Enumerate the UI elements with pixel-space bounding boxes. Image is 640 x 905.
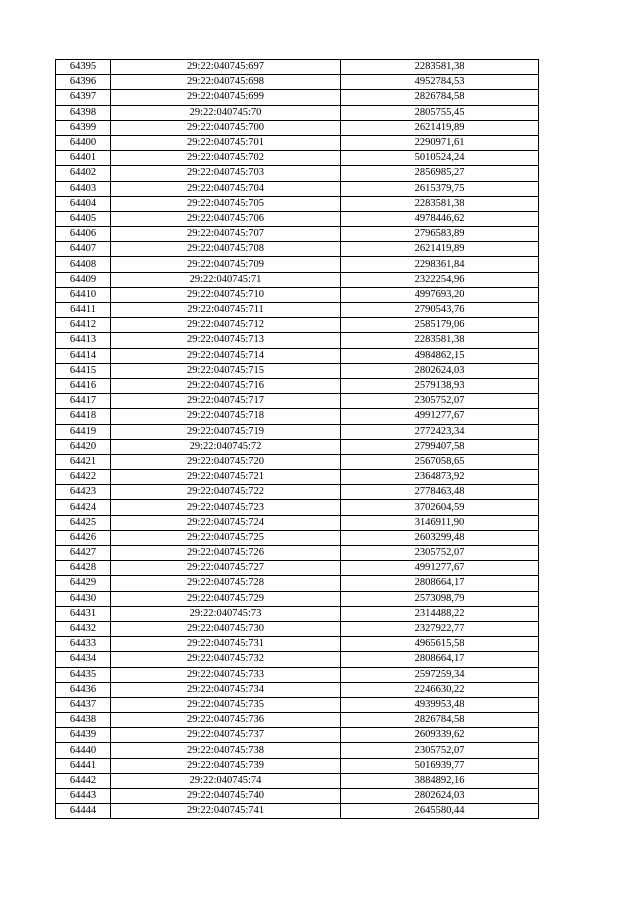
row-number-cell: 64439 [56,728,111,743]
cadastral-number-cell: 29:22:040745:703 [111,166,341,181]
cadastral-value-cell: 4939953,48 [341,697,539,712]
cadastral-value-cell: 2609339,62 [341,728,539,743]
table-row [56,758,539,773]
cadastral-number-cell: 29:22:040745:740 [111,789,341,804]
cadastral-number-cell: 29:22:040745:702 [111,151,341,166]
cadastral-number-cell: 29:22:040745:705 [111,196,341,211]
row-number-cell: 64397 [56,90,111,105]
table-row [56,318,539,333]
table-row [56,789,539,804]
cadastral-number-cell: 29:22:040745:731 [111,637,341,652]
row-number-cell: 64396 [56,75,111,90]
table-row [56,75,539,90]
cadastral-number-cell: 29:22:040745:725 [111,530,341,545]
cadastral-number-cell: 29:22:040745:711 [111,303,341,318]
cadastral-value-cell: 2621419,89 [341,120,539,135]
table-row [56,713,539,728]
cadastral-value-cell: 3146911,90 [341,515,539,530]
cadastral-value-cell: 2283581,38 [341,333,539,348]
row-number-cell: 64443 [56,789,111,804]
row-number-cell: 64403 [56,181,111,196]
cadastral-value-cell: 2772423,34 [341,424,539,439]
row-number-cell: 64416 [56,378,111,393]
cadastral-number-cell: 29:22:040745:733 [111,667,341,682]
table-row [56,303,539,318]
table-row [56,211,539,226]
cadastral-number-cell: 29:22:040745:719 [111,424,341,439]
table-row [56,530,539,545]
cadastral-value-cell: 4965615,58 [341,637,539,652]
cadastral-value-cell: 2305752,07 [341,743,539,758]
cadastral-number-cell: 29:22:040745:713 [111,333,341,348]
table-row [56,515,539,530]
table-row [56,652,539,667]
table-row [56,728,539,743]
table-row [56,667,539,682]
row-number-cell: 64406 [56,227,111,242]
row-number-cell: 64420 [56,439,111,454]
cadastral-value-cell: 3702604,59 [341,500,539,515]
table-row [56,591,539,606]
table-row [56,151,539,166]
table-row [56,227,539,242]
cadastral-value-cell: 2808664,17 [341,652,539,667]
cadastral-number-cell: 29:22:040745:726 [111,546,341,561]
table-row [56,546,539,561]
row-number-cell: 64429 [56,576,111,591]
table-row [56,378,539,393]
row-number-cell: 64402 [56,166,111,181]
row-number-cell: 64435 [56,667,111,682]
row-number-cell: 64425 [56,515,111,530]
table-row [56,500,539,515]
cadastral-value-cell: 4997693,20 [341,287,539,302]
cadastral-value-cell: 3884892,16 [341,773,539,788]
cadastral-value-cell: 2621419,89 [341,242,539,257]
table-row [56,697,539,712]
cadastral-number-cell: 29:22:040745:730 [111,621,341,636]
row-number-cell: 64400 [56,135,111,150]
cadastral-number-cell: 29:22:040745:737 [111,728,341,743]
cadastral-number-cell: 29:22:040745:717 [111,394,341,409]
row-number-cell: 64427 [56,546,111,561]
cadastral-value-cell: 2298361,84 [341,257,539,272]
cadastral-number-cell: 29:22:040745:699 [111,90,341,105]
table-row [56,470,539,485]
row-number-cell: 64426 [56,530,111,545]
table-row [56,576,539,591]
row-number-cell: 64436 [56,682,111,697]
cadastral-number-cell: 29:22:040745:708 [111,242,341,257]
row-number-cell: 64433 [56,637,111,652]
cadastral-value-cell: 2808664,17 [341,576,539,591]
cadastral-number-cell: 29:22:040745:723 [111,500,341,515]
cadastral-value-cell: 2305752,07 [341,546,539,561]
cadastral-number-cell: 29:22:040745:709 [111,257,341,272]
row-number-cell: 64431 [56,606,111,621]
table-row [56,454,539,469]
cadastral-number-cell: 29:22:040745:706 [111,211,341,226]
cadastral-number-cell: 29:22:040745:722 [111,485,341,500]
row-number-cell: 64407 [56,242,111,257]
row-number-cell: 64437 [56,697,111,712]
cadastral-value-cell: 2579138,93 [341,378,539,393]
cadastral-value-cell: 2799407,58 [341,439,539,454]
table-row [56,485,539,500]
table-row [56,105,539,120]
cadastral-number-cell: 29:22:040745:738 [111,743,341,758]
row-number-cell: 64398 [56,105,111,120]
cadastral-value-cell: 5016939,77 [341,758,539,773]
cadastral-number-cell: 29:22:040745:734 [111,682,341,697]
cadastral-number-cell: 29:22:040745:721 [111,470,341,485]
cadastral-value-cell: 2856985,27 [341,166,539,181]
cadastral-value-cell: 4991277,67 [341,561,539,576]
cadastral-number-cell: 29:22:040745:697 [111,60,341,75]
cadastral-number-cell: 29:22:040745:715 [111,363,341,378]
cadastral-number-cell: 29:22:040745:729 [111,591,341,606]
row-number-cell: 64441 [56,758,111,773]
cadastral-value-cell: 2645580,44 [341,804,539,819]
table-row [56,272,539,287]
cadastral-value-cell: 2305752,07 [341,394,539,409]
table-row [56,333,539,348]
cadastral-value-cell: 2802624,03 [341,363,539,378]
row-number-cell: 64417 [56,394,111,409]
cadastral-value-cell: 4984862,15 [341,348,539,363]
table-row [56,637,539,652]
row-number-cell: 64408 [56,257,111,272]
row-number-cell: 64411 [56,303,111,318]
cadastral-value-cell: 2246630,22 [341,682,539,697]
row-number-cell: 64399 [56,120,111,135]
cadastral-value-cell: 2790543,76 [341,303,539,318]
cadastral-number-cell: 29:22:040745:73 [111,606,341,621]
row-number-cell: 64444 [56,804,111,819]
table-row [56,804,539,819]
cadastral-value-cell: 2826784,58 [341,90,539,105]
table-row [56,166,539,181]
table-row [56,60,539,75]
cadastral-value-cell: 5010524,24 [341,151,539,166]
row-number-cell: 64428 [56,561,111,576]
cadastral-number-cell: 29:22:040745:736 [111,713,341,728]
cadastral-value-cell: 4952784,53 [341,75,539,90]
cadastral-number-cell: 29:22:040745:701 [111,135,341,150]
table-row [56,606,539,621]
row-number-cell: 64401 [56,151,111,166]
cadastral-number-cell: 29:22:040745:727 [111,561,341,576]
row-number-cell: 64405 [56,211,111,226]
cadastral-number-cell: 29:22:040745:718 [111,409,341,424]
table-row [56,561,539,576]
row-number-cell: 64423 [56,485,111,500]
table-row [56,257,539,272]
table-row [56,439,539,454]
table-row [56,196,539,211]
cadastral-number-cell: 29:22:040745:728 [111,576,341,591]
table-row [56,743,539,758]
row-number-cell: 64438 [56,713,111,728]
cadastral-number-cell: 29:22:040745:698 [111,75,341,90]
table-row [56,348,539,363]
cadastral-value-cell: 2585179,06 [341,318,539,333]
row-number-cell: 64432 [56,621,111,636]
table-row [56,90,539,105]
row-number-cell: 64424 [56,500,111,515]
cadastral-value-cell: 2364873,92 [341,470,539,485]
cadastral-number-cell: 29:22:040745:704 [111,181,341,196]
row-number-cell: 64421 [56,454,111,469]
row-number-cell: 64413 [56,333,111,348]
cadastral-value-cell: 2567058,65 [341,454,539,469]
cadastral-number-cell: 29:22:040745:720 [111,454,341,469]
table-row [56,424,539,439]
table-row [56,682,539,697]
cadastral-value-cell: 2573098,79 [341,591,539,606]
table-row [56,135,539,150]
cadastral-number-cell: 29:22:040745:710 [111,287,341,302]
cadastral-value-cell: 2327922,77 [341,621,539,636]
cadastral-number-cell: 29:22:040745:714 [111,348,341,363]
row-number-cell: 64430 [56,591,111,606]
row-number-cell: 64442 [56,773,111,788]
row-number-cell: 64409 [56,272,111,287]
table-body [56,60,539,819]
cadastral-number-cell: 29:22:040745:70 [111,105,341,120]
cadastral-number-cell: 29:22:040745:735 [111,697,341,712]
cadastral-value-cell: 2826784,58 [341,713,539,728]
row-number-cell: 64414 [56,348,111,363]
cadastral-value-cell: 2314488,22 [341,606,539,621]
cadastral-number-cell: 29:22:040745:71 [111,272,341,287]
row-number-cell: 64418 [56,409,111,424]
cadastral-value-cell: 4991277,67 [341,409,539,424]
cadastral-number-cell: 29:22:040745:74 [111,773,341,788]
table-row [56,287,539,302]
table-row [56,621,539,636]
cadastral-value-cell: 2322254,96 [341,272,539,287]
row-number-cell: 64415 [56,363,111,378]
table-row [56,363,539,378]
table-row [56,773,539,788]
table-row [56,409,539,424]
table-row [56,242,539,257]
table-row [56,120,539,135]
cadastral-value-cell: 2805755,45 [341,105,539,120]
cadastral-number-cell: 29:22:040745:700 [111,120,341,135]
cadastral-value-cell: 2615379,75 [341,181,539,196]
cadastral-number-cell: 29:22:040745:732 [111,652,341,667]
cadastral-value-cell: 4978446,62 [341,211,539,226]
cadastral-number-cell: 29:22:040745:724 [111,515,341,530]
cadastral-number-cell: 29:22:040745:739 [111,758,341,773]
cadastral-value-cell: 2603299,48 [341,530,539,545]
row-number-cell: 64419 [56,424,111,439]
cadastral-value-cell: 2796583,89 [341,227,539,242]
cadastral-value-cell: 2597259,34 [341,667,539,682]
cadastral-value-cell: 2802624,03 [341,789,539,804]
cadastral-value-cell: 2778463,48 [341,485,539,500]
cadastral-value-table [55,59,539,819]
cadastral-value-cell: 2283581,38 [341,196,539,211]
table-row [56,181,539,196]
row-number-cell: 64412 [56,318,111,333]
cadastral-number-cell: 29:22:040745:72 [111,439,341,454]
row-number-cell: 64440 [56,743,111,758]
cadastral-value-cell: 2283581,38 [341,60,539,75]
row-number-cell: 64410 [56,287,111,302]
cadastral-number-cell: 29:22:040745:741 [111,804,341,819]
cadastral-number-cell: 29:22:040745:712 [111,318,341,333]
row-number-cell: 64404 [56,196,111,211]
cadastral-value-cell: 2290971,61 [341,135,539,150]
row-number-cell: 64422 [56,470,111,485]
table-row [56,394,539,409]
cadastral-number-cell: 29:22:040745:707 [111,227,341,242]
cadastral-number-cell: 29:22:040745:716 [111,378,341,393]
row-number-cell: 64434 [56,652,111,667]
row-number-cell: 64395 [56,60,111,75]
